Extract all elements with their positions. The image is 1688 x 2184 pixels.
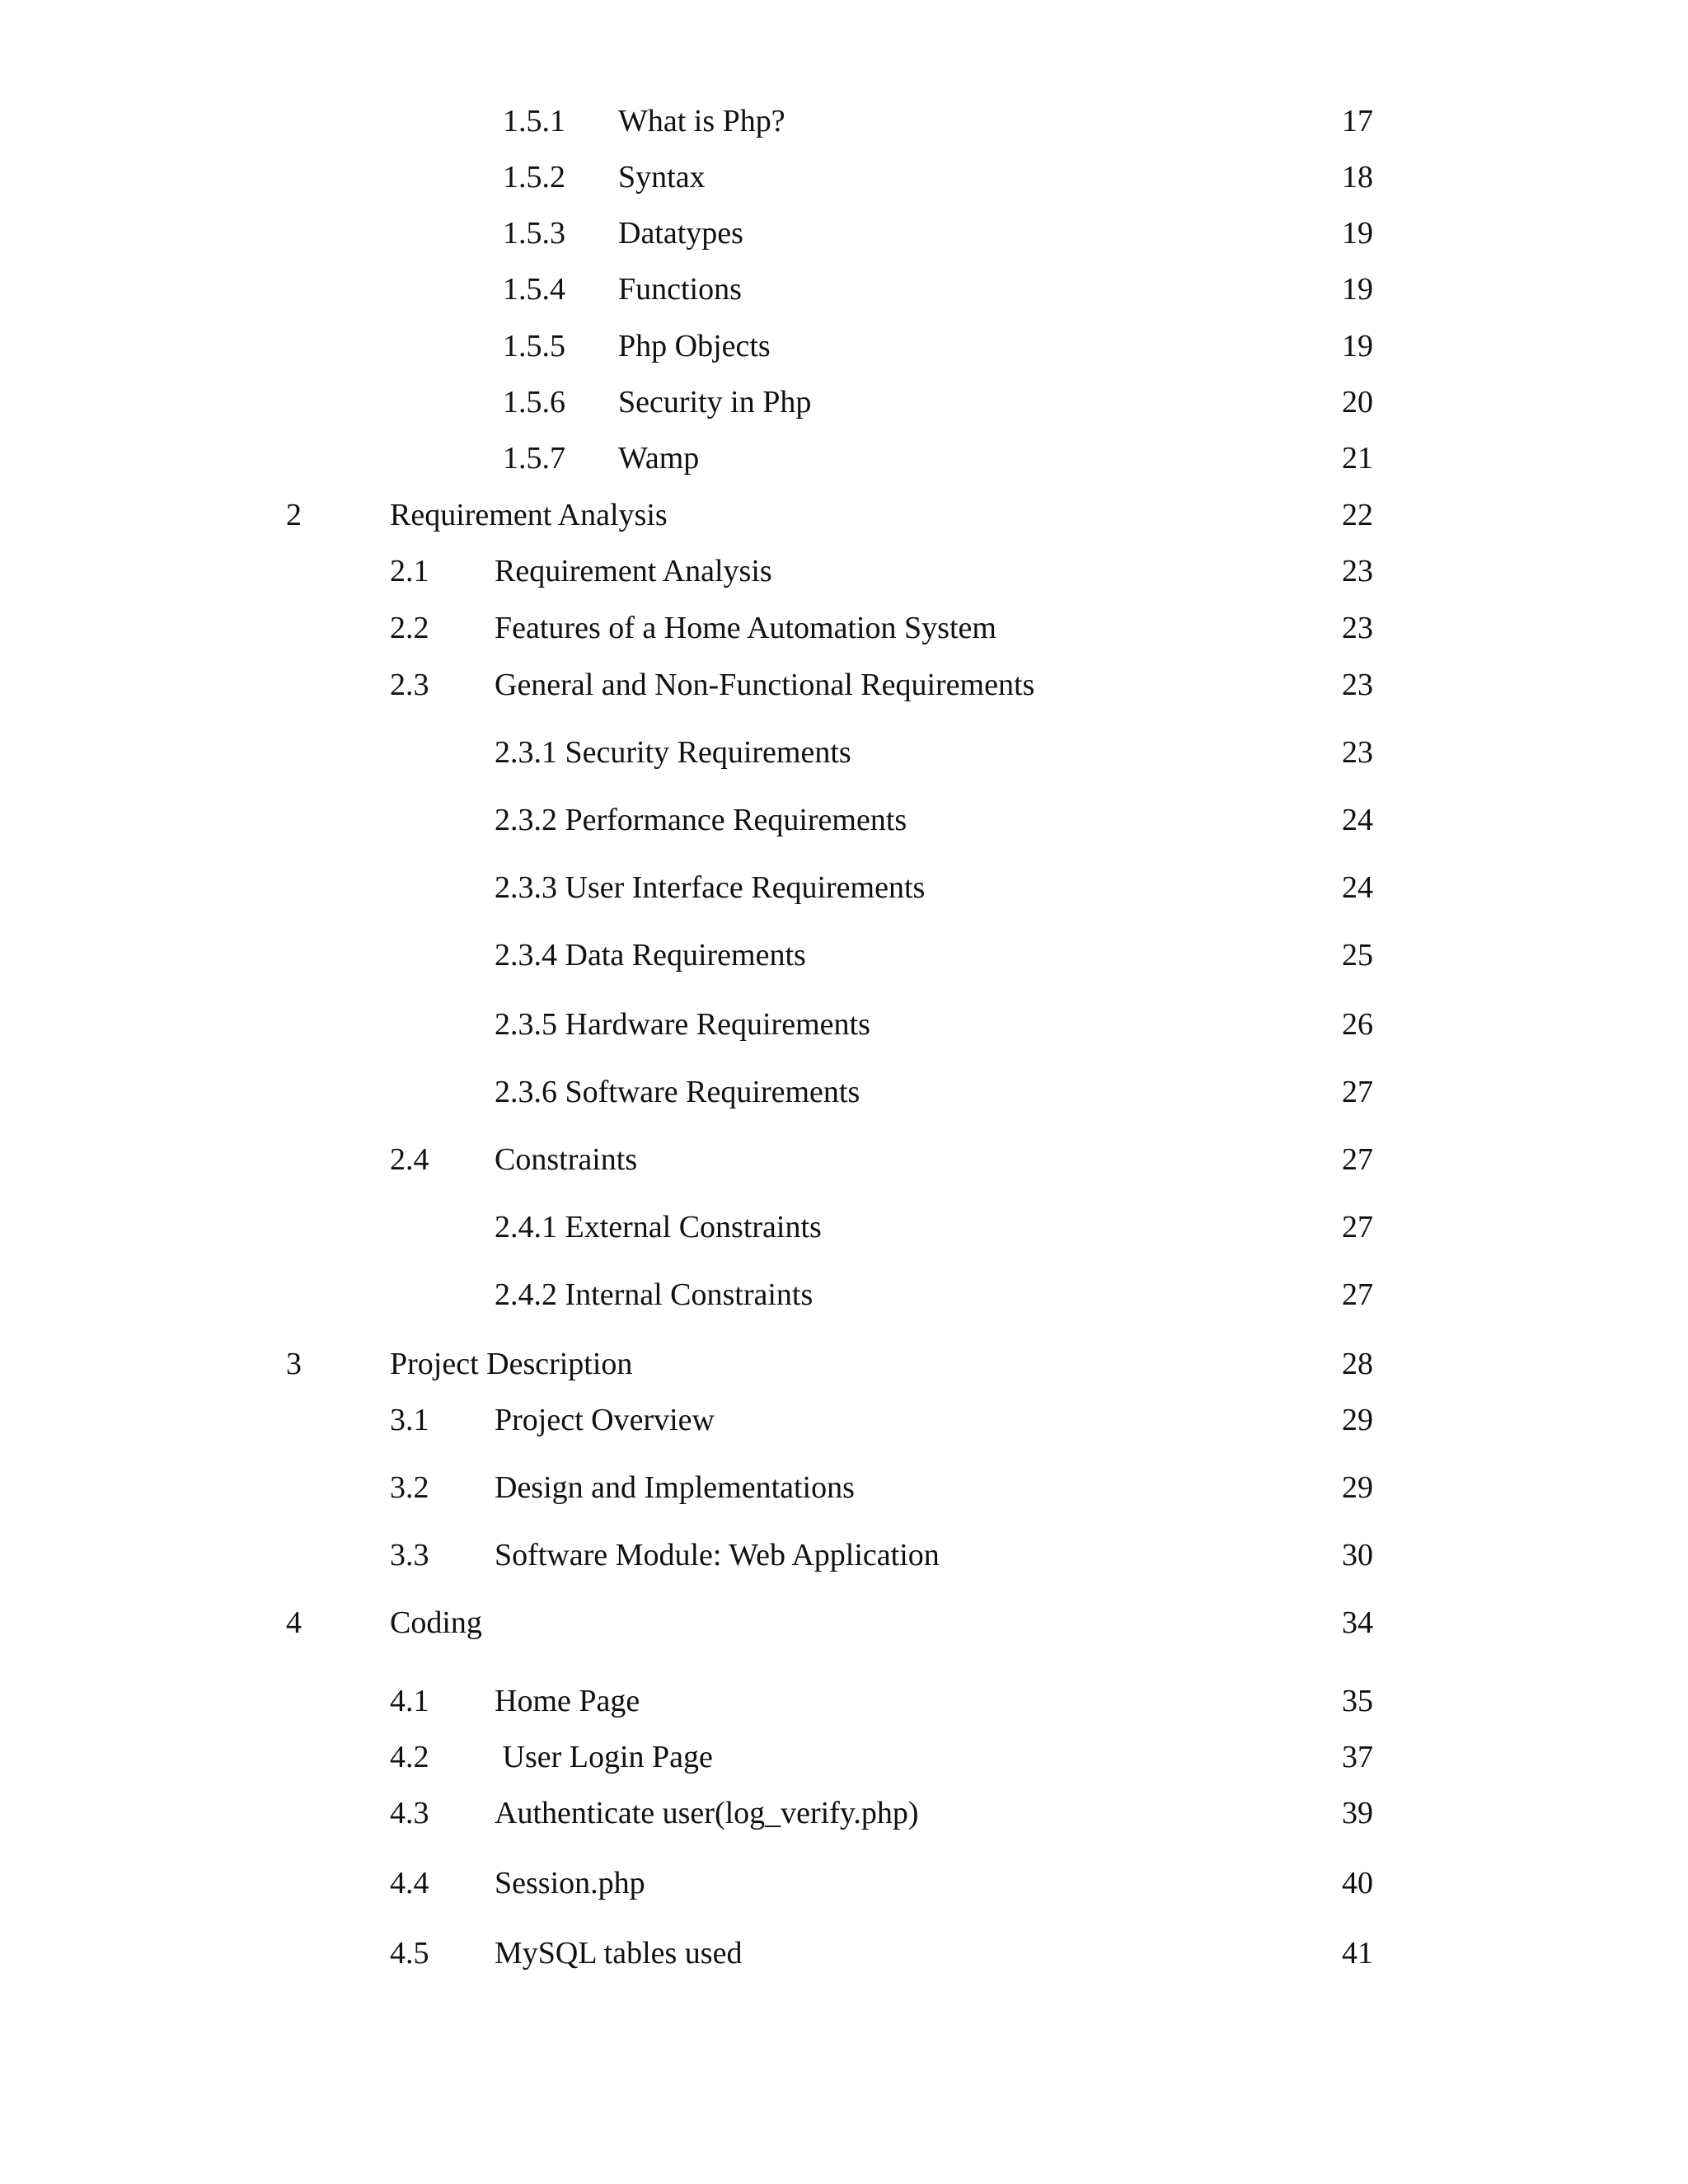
toc-entry [0, 1530, 1688, 1580]
toc-entry-number: 3.1 [390, 1403, 429, 1437]
toc-entry [0, 265, 1688, 314]
toc-entry-title: 2.3.5 Hardware Requirements [495, 1007, 870, 1042]
toc-entry-number: 4.3 [390, 1796, 429, 1830]
toc-entry [0, 1270, 1688, 1319]
toc-entry-number: 1.5.7 [503, 441, 565, 476]
toc-entry-title: Php Objects [618, 329, 771, 363]
toc-entry-title: Features of a Home Automation System [495, 611, 996, 645]
toc-entry [0, 795, 1688, 845]
toc-entry [0, 1463, 1688, 1512]
toc-entry-number: 1.5.6 [503, 385, 565, 419]
toc-chapter-entry [0, 490, 1688, 540]
toc-entry [0, 1788, 1688, 1838]
toc-entry-number: 1.5.1 [503, 104, 565, 138]
toc-entry [0, 660, 1688, 710]
toc-entry [0, 1000, 1688, 1049]
toc-entry-number: 2.1 [390, 554, 429, 588]
toc-entry-title: Requirement Analysis [495, 554, 772, 588]
toc-entry-number: 1.5.3 [503, 216, 565, 251]
toc-entry-page: 41 [1342, 1936, 1373, 1971]
toc-entry-page: 37 [1342, 1740, 1373, 1774]
toc-entry-page: 19 [1342, 216, 1373, 251]
toc-entry-page: 23 [1342, 554, 1373, 588]
toc-chapter-entry [0, 1598, 1688, 1647]
toc-entry-page: 26 [1342, 1007, 1373, 1042]
toc-entry-number: 2 [286, 498, 302, 532]
toc-entry-number: 2.2 [390, 611, 429, 645]
toc-entry-title: Session.php [495, 1866, 645, 1900]
toc-entry [0, 434, 1688, 483]
toc-entry-title: 2.3.2 Performance Requirements [495, 803, 907, 837]
toc-entry-number: 3.2 [390, 1470, 429, 1505]
toc-entry-page: 17 [1342, 104, 1373, 138]
toc-entry-title: General and Non-Functional Requirements [495, 668, 1035, 702]
toc-entry-page: 29 [1342, 1470, 1373, 1505]
toc-entry-number: 1.5.5 [503, 329, 565, 363]
toc-entry-title: Requirement Analysis [390, 498, 668, 532]
toc-entry-page: 40 [1342, 1866, 1373, 1900]
toc-entry-title: 2.4.1 External Constraints [495, 1210, 822, 1244]
toc-entry-number: 2.4 [390, 1142, 429, 1177]
toc-entry-title: Functions [618, 272, 742, 307]
toc-entry-title: Syntax [618, 160, 706, 194]
toc-entry-page: 23 [1342, 668, 1373, 702]
toc-entry-page: 39 [1342, 1796, 1373, 1830]
toc-chapter-entry [0, 1339, 1688, 1389]
toc-entry [0, 321, 1688, 371]
toc-entry-title: Datatypes [618, 216, 743, 251]
toc-entry-page: 18 [1342, 160, 1373, 194]
toc-entry-number: 4.5 [390, 1936, 429, 1971]
toc-entry-page: 24 [1342, 803, 1373, 837]
toc-entry [0, 152, 1688, 202]
toc-entry-page: 29 [1342, 1403, 1373, 1437]
toc-entry-page: 27 [1342, 1210, 1373, 1244]
toc-entry-title: Coding [390, 1605, 482, 1640]
toc-entry-title: Authenticate user(log_verify.php) [495, 1796, 919, 1830]
toc-entry [0, 96, 1688, 146]
toc-entry-title: Home Page [495, 1684, 640, 1718]
toc-entry-page: 25 [1342, 938, 1373, 972]
toc-entry-page: 30 [1342, 1538, 1373, 1572]
toc-entry [0, 1135, 1688, 1184]
toc-entry [0, 1858, 1688, 1908]
toc-entry [0, 1732, 1688, 1782]
toc-entry-title: Software Module: Web Application [495, 1538, 940, 1572]
toc-entry-page: 22 [1342, 498, 1373, 532]
toc-entry [0, 1676, 1688, 1726]
toc-entry [0, 603, 1688, 653]
toc-entry-number: 4.4 [390, 1866, 429, 1900]
toc-entry-number: 1.5.2 [503, 160, 565, 194]
toc-entry-page: 27 [1342, 1142, 1373, 1177]
toc-entry-number: 2.3 [390, 668, 429, 702]
toc-entry-page: 24 [1342, 870, 1373, 905]
toc-entry [0, 1067, 1688, 1117]
toc-entry-title: 2.3.3 User Interface Requirements [495, 870, 926, 905]
toc-entry [0, 930, 1688, 980]
toc-entry-page: 20 [1342, 385, 1373, 419]
toc-entry-page: 35 [1342, 1684, 1373, 1718]
toc-entry-title: Security in Php [618, 385, 812, 419]
toc-entry-title: Constraints [495, 1142, 638, 1177]
toc-entry [0, 209, 1688, 258]
toc-entry-title: Design and Implementations [495, 1470, 855, 1505]
toc-entry-title: 2.3.6 Software Requirements [495, 1075, 860, 1109]
toc-entry-title: User Login Page [495, 1740, 713, 1774]
toc-entry-number: 1.5.4 [503, 272, 565, 307]
toc-entry-title: MySQL tables used [495, 1936, 743, 1971]
toc-entry [0, 1395, 1688, 1445]
toc-entry-title: 2.4.2 Internal Constraints [495, 1277, 814, 1312]
toc-entry-title: Wamp [618, 441, 700, 476]
toc-entry-number: 3.3 [390, 1538, 429, 1572]
toc-entry-page: 28 [1342, 1347, 1373, 1381]
toc-entry [0, 863, 1688, 912]
toc-entry-title: 2.3.4 Data Requirements [495, 938, 806, 972]
toc-entry-page: 34 [1342, 1605, 1373, 1640]
toc-entry-title: 2.3.1 Security Requirements [495, 735, 851, 770]
toc-entry-page: 19 [1342, 329, 1373, 363]
toc-entry-page: 23 [1342, 611, 1373, 645]
toc-entry-page: 27 [1342, 1075, 1373, 1109]
toc-entry [0, 728, 1688, 777]
toc-entry-title: What is Php? [618, 104, 785, 138]
toc-entry-page: 27 [1342, 1277, 1373, 1312]
toc-entry-title: Project Overview [495, 1403, 715, 1437]
toc-entry [0, 377, 1688, 427]
toc-entry-number: 4.2 [390, 1740, 429, 1774]
toc-entry-number: 4 [286, 1605, 302, 1640]
toc-entry-title: Project Description [390, 1347, 633, 1381]
toc-entry [0, 1202, 1688, 1252]
toc-entry [0, 546, 1688, 596]
toc-entry [0, 1929, 1688, 1978]
toc-entry-page: 23 [1342, 735, 1373, 770]
toc-entry-page: 21 [1342, 441, 1373, 476]
toc-entry-number: 3 [286, 1347, 302, 1381]
toc-entry-page: 19 [1342, 272, 1373, 307]
toc-entry-number: 4.1 [390, 1684, 429, 1718]
